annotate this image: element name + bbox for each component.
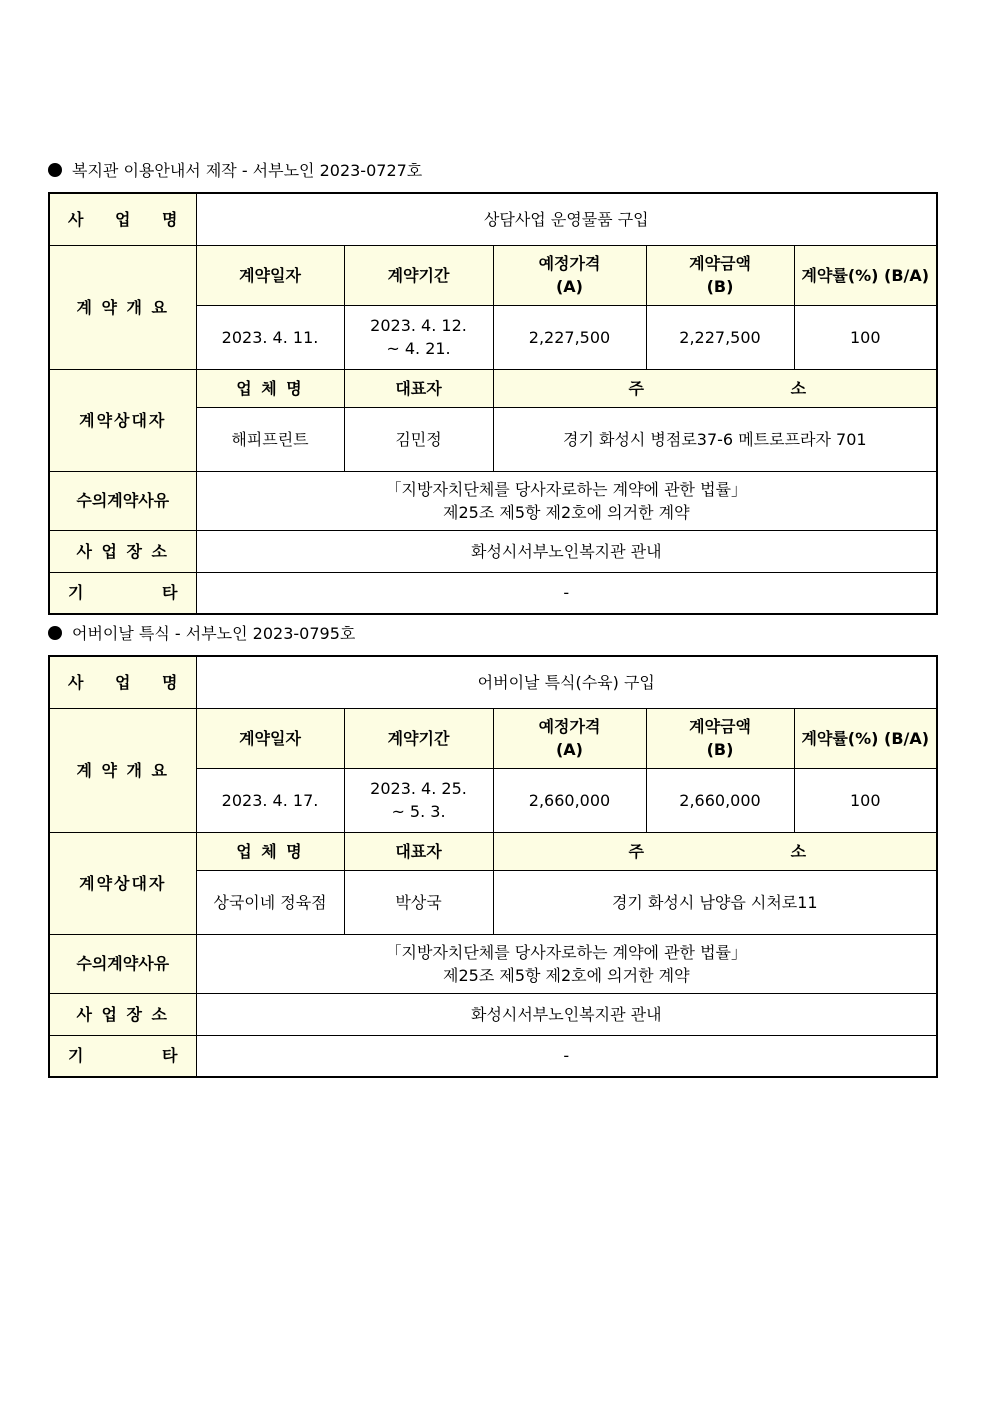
- contract-table: [48, 192, 938, 615]
- header-contract-rate: 계약률(%) (B/A): [794, 245, 937, 305]
- estimated-price-value: 2,660,000: [493, 768, 646, 832]
- estimated-price-value: 2,227,500: [493, 305, 646, 369]
- label-counterparty: 계약상대자: [49, 369, 196, 471]
- contract-section-1: [48, 160, 938, 615]
- header-company-name: 업 체 명: [196, 832, 344, 870]
- contract-period-value: 2023. 4. 12. ~ 4. 21.: [344, 305, 493, 369]
- contract-amount-value: 2,660,000: [646, 768, 794, 832]
- header-estimated-price: 예정가격 (A): [493, 708, 646, 768]
- business-name-value: 어버이날 특식(수육) 구입: [196, 656, 937, 708]
- header-contract-amount: 계약금액 (B): [646, 245, 794, 305]
- section-heading: [48, 160, 938, 182]
- label-etc: 기 타: [49, 1035, 196, 1077]
- label-contract-overview: 계 약 개 요: [49, 245, 196, 369]
- label-etc: 기 타: [49, 572, 196, 614]
- label-business-place: 사 업 장 소: [49, 530, 196, 572]
- private-contract-reason-value: 「지방자치단체를 당사자로하는 계약에 관한 법률」 제25조 제5항 제2호에 의거한 계약: [196, 471, 937, 530]
- contract-period-value: 2023. 4. 25. ~ 5. 3.: [344, 768, 493, 832]
- header-representative: 대표자: [344, 832, 493, 870]
- contract-amount-value: 2,227,500: [646, 305, 794, 369]
- label-business-place: 사 업 장 소: [49, 993, 196, 1035]
- address-value: 경기 화성시 남양읍 시처로11: [493, 870, 937, 934]
- etc-value: -: [196, 1035, 937, 1077]
- contract-date-value: 2023. 4. 11.: [196, 305, 344, 369]
- header-contract-date: 계약일자: [196, 245, 344, 305]
- business-name-value: 상담사업 운영물품 구입: [196, 193, 937, 245]
- header-contract-period: 계약기간: [344, 708, 493, 768]
- private-contract-reason-value: 「지방자치단체를 당사자로하는 계약에 관한 법률」 제25조 제5항 제2호에 의거한 계약: [196, 934, 937, 993]
- label-private-contract-reason: 수의계약사유: [49, 471, 196, 530]
- section-heading: [48, 623, 938, 645]
- header-address: 주 소: [493, 832, 937, 870]
- contract-table: [48, 655, 938, 1078]
- header-contract-amount: 계약금액 (B): [646, 708, 794, 768]
- header-address: 주 소: [493, 369, 937, 407]
- section-heading-text: 복지관 이용안내서 제작 - 서부노인 2023-0727호: [72, 161, 423, 180]
- address-value: 경기 화성시 병점로37-6 메트로프라자 701: [493, 407, 937, 471]
- label-counterparty: 계약상대자: [49, 832, 196, 934]
- company-name-value: 해피프린트: [196, 407, 344, 471]
- label-business-name: 사 업 명: [49, 656, 196, 708]
- header-contract-rate: 계약률(%) (B/A): [794, 708, 937, 768]
- etc-value: -: [196, 572, 937, 614]
- header-company-name: 업 체 명: [196, 369, 344, 407]
- label-contract-overview: 계 약 개 요: [49, 708, 196, 832]
- section-heading-text: 어버이날 특식 - 서부노인 2023-0795호: [72, 624, 356, 643]
- business-place-value: 화성시서부노인복지관 관내: [196, 530, 937, 572]
- header-representative: 대표자: [344, 369, 493, 407]
- contract-date-value: 2023. 4. 17.: [196, 768, 344, 832]
- contract-section-2: [48, 623, 938, 1078]
- bullet-icon: [48, 626, 62, 640]
- bullet-icon: [48, 163, 62, 177]
- business-place-value: 화성시서부노인복지관 관내: [196, 993, 937, 1035]
- label-private-contract-reason: 수의계약사유: [49, 934, 196, 993]
- representative-value: 김민정: [344, 407, 493, 471]
- representative-value: 박상국: [344, 870, 493, 934]
- company-name-value: 상국이네 정육점: [196, 870, 344, 934]
- header-contract-date: 계약일자: [196, 708, 344, 768]
- contract-rate-value: 100: [794, 305, 937, 369]
- label-business-name: 사 업 명: [49, 193, 196, 245]
- header-contract-period: 계약기간: [344, 245, 493, 305]
- contract-rate-value: 100: [794, 768, 937, 832]
- header-estimated-price: 예정가격 (A): [493, 245, 646, 305]
